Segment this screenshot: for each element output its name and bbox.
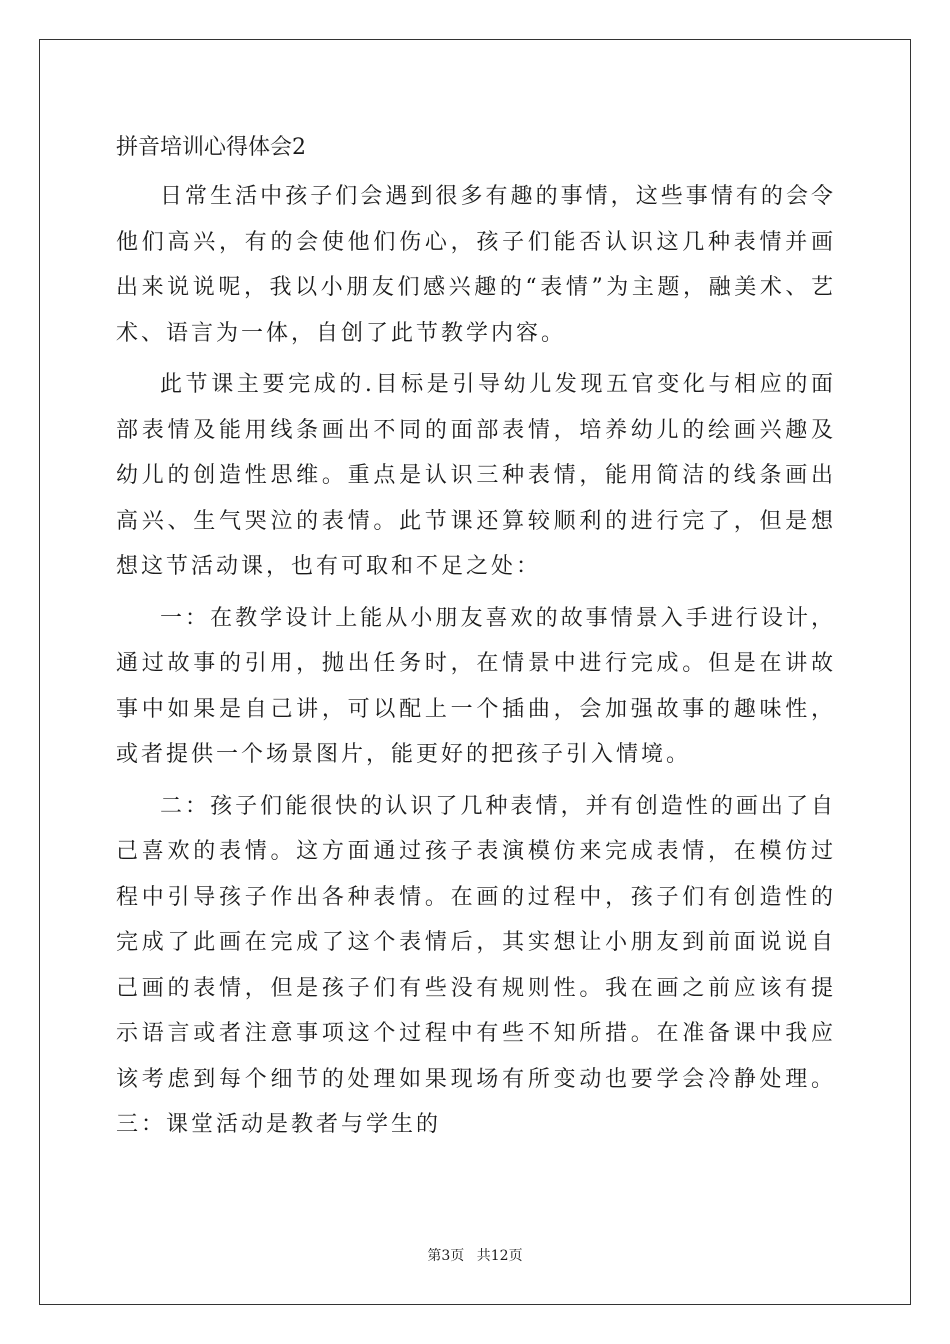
paragraph-2: 此节课主要完成的.目标是引导幼儿发现五官变化与相应的面部表情及能用线条画出不同的面部表情，培养幼儿的绘画兴趣及幼儿的创造性思维。重点是认识三种表情，能用简洁的线条画出高兴、生气哭泣的表情。此节课还算较顺利的进行完了，但是想想这节活动课，也有可取和不足之处： — [116, 372, 836, 579]
paragraph-3: 一：在教学设计上能从小朋友喜欢的故事情景入手进行设计，通过故事的引用，抛出任务时，在情景中进行完成。但是在讲故事中如果是自己讲，可以配上一个插曲，会加强故事的趣味性，或者提供一个场景图片，能更好的把孩子引入情境。 — [116, 605, 836, 767]
document-title: 拼音培训心得体会2 — [116, 135, 306, 160]
page-number-current: 第3页 — [427, 1248, 465, 1264]
paragraph-1: 日常生活中孩子们会遇到很多有趣的事情，这些事情有的会令他们高兴，有的会使他们伤心，孩子们能否认识这几种表情并画出来说说呢，我以小朋友们感兴趣的“表情”为主题，融美术、艺术、语言为一体，自创了此节教学内容。 — [116, 184, 836, 346]
paragraph-4: 二：孩子们能很快的认识了几种表情，并有创造性的画出了自己喜欢的表情。这方面通过孩子表演模仿来完成表情，在模仿过程中引导孩子作出各种表情。在画的过程中，孩子们有创造性的完成了此画在完成了这个表情后，其实想让小朋友到前面说说自己画的表情，但是孩子们有些没有规则性。我在画之前应该有提示语言或者注意事项这个过程中有些不知所措。在准备课中我应该考虑到每个细节的处理如果现场有所变动也要学会冷静处理。三：课堂活动是教者与学生的 — [116, 793, 836, 1137]
page-footer — [0, 1246, 950, 1266]
page-number-total: 共12页 — [476, 1248, 523, 1264]
document-body — [116, 128, 836, 1154]
